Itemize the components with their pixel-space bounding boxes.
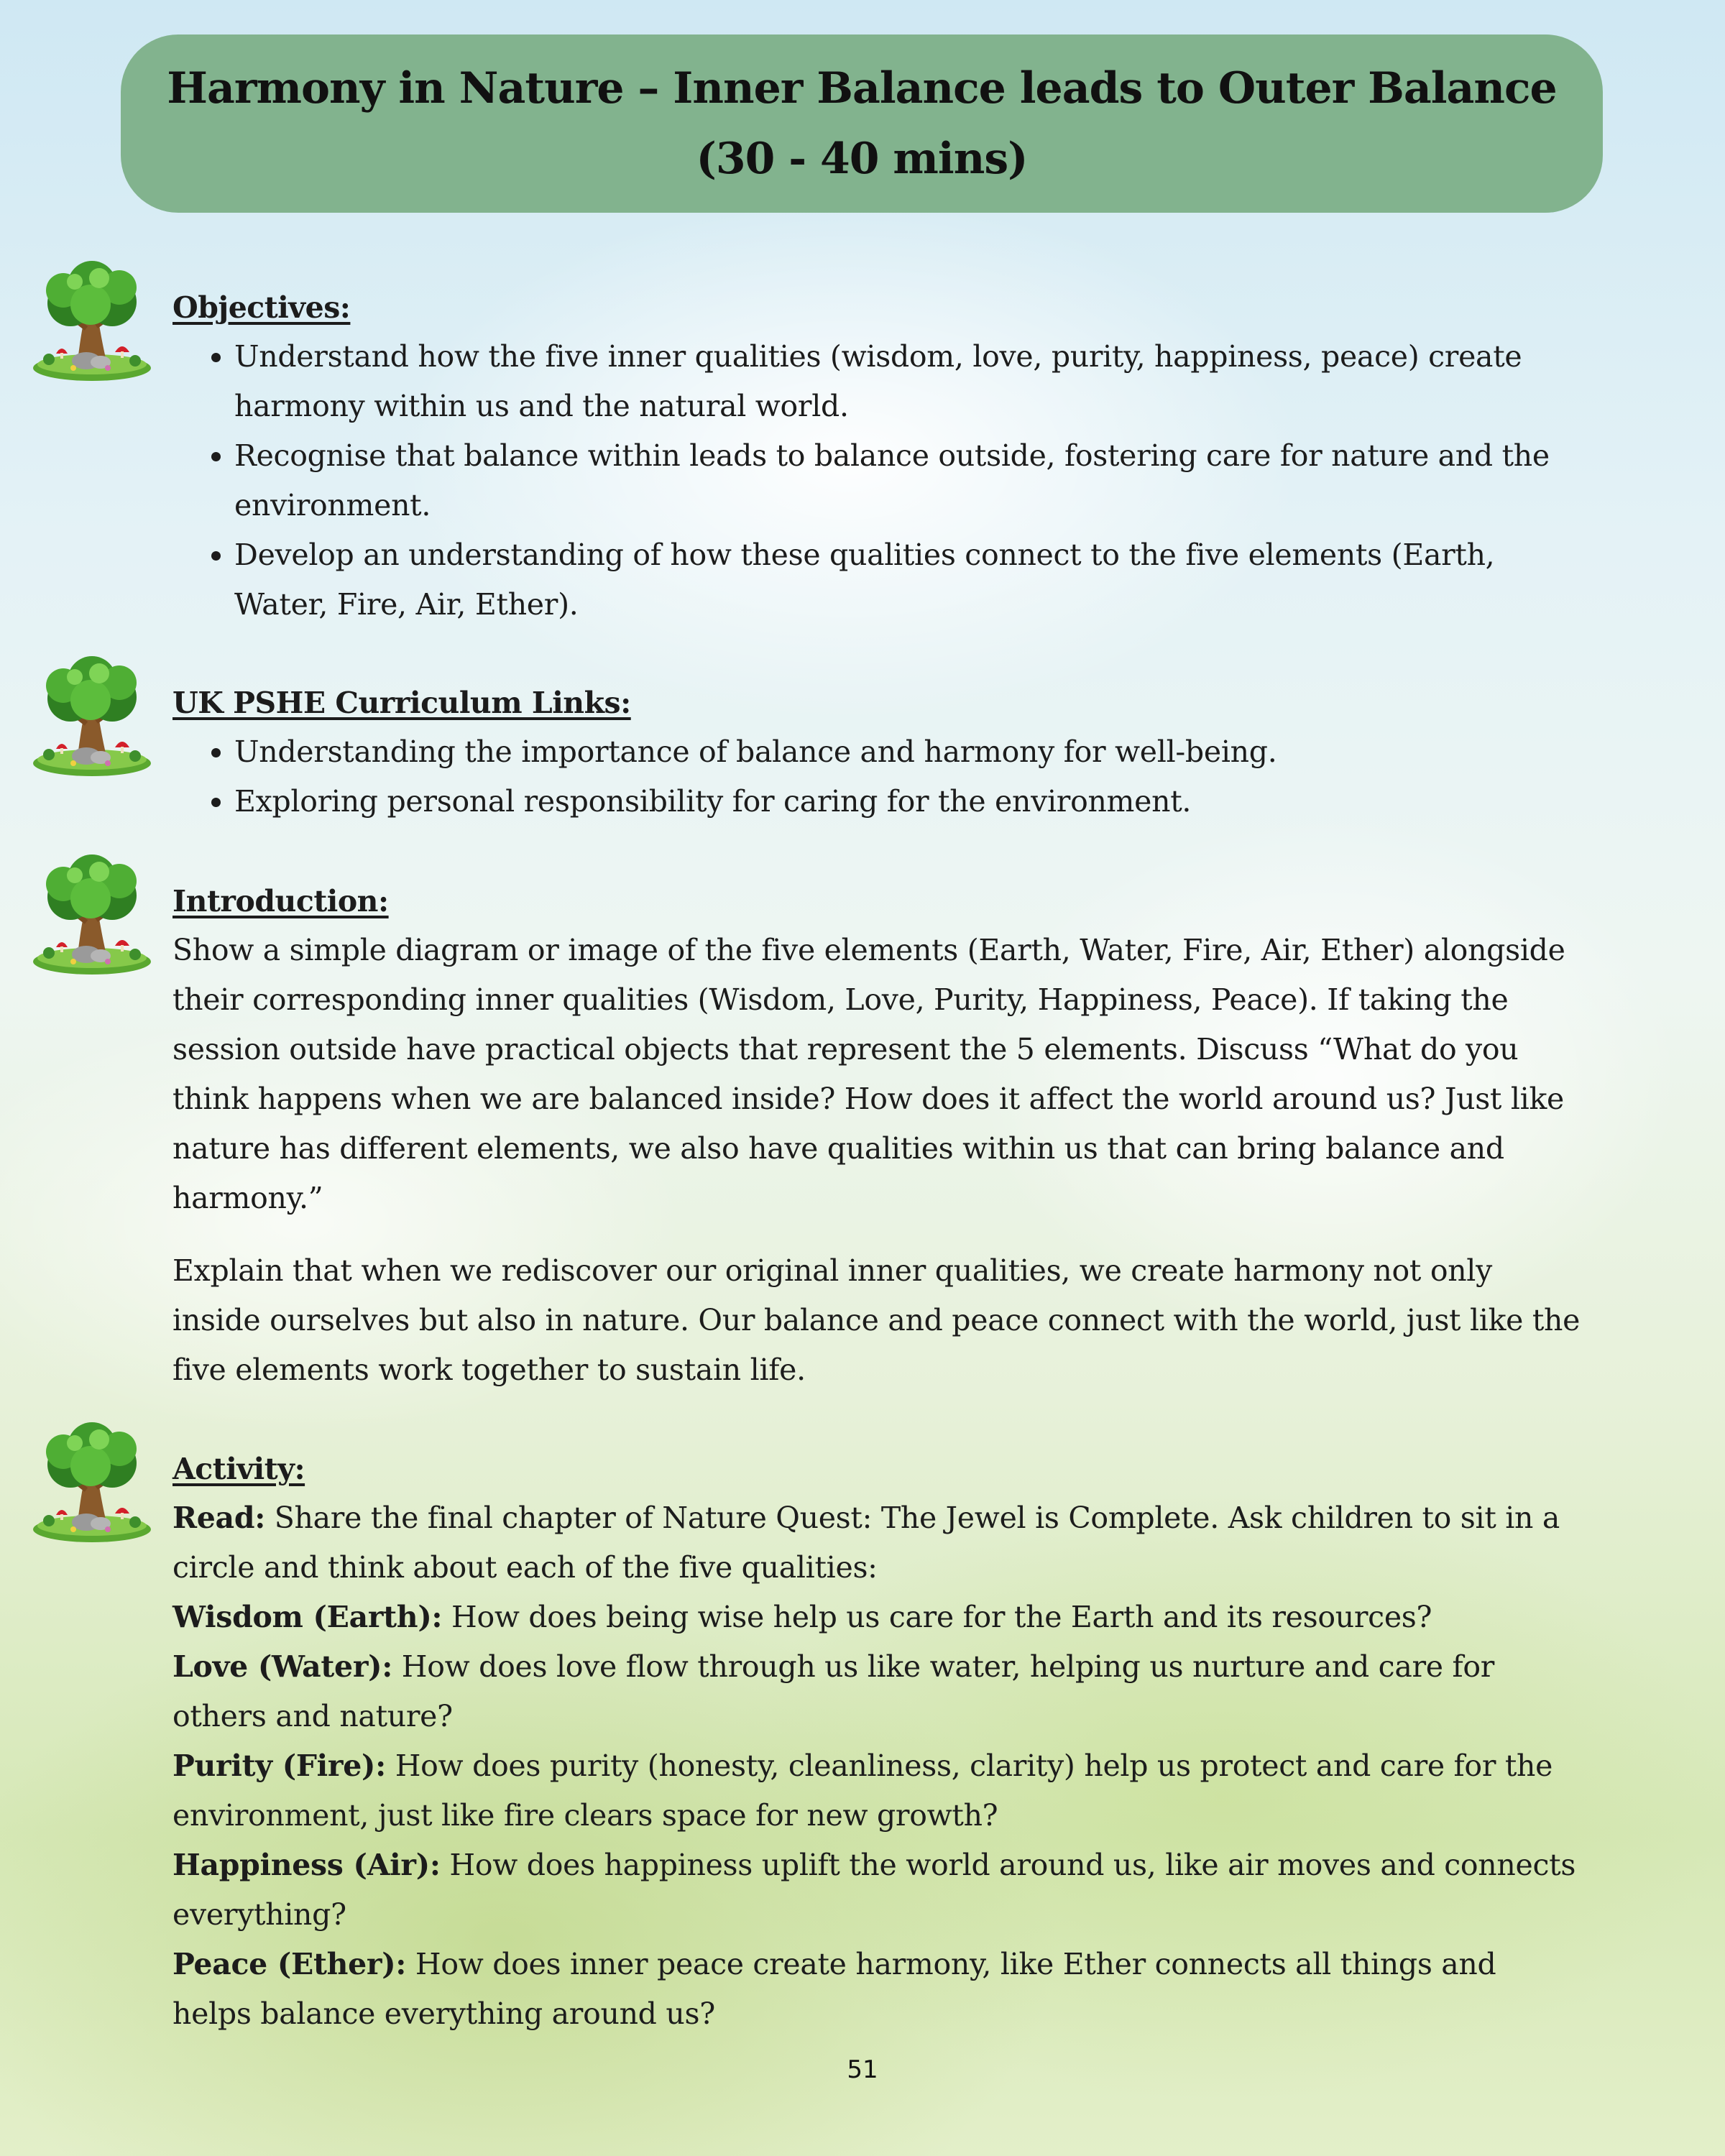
quality-text: How does happiness uplift the world around us, like air moves and connects everything? <box>172 1848 1576 1932</box>
list-item: • Understanding the importance of balance and harmony for well-being. <box>234 727 1581 777</box>
objectives-heading: Objectives: <box>172 290 351 325</box>
title-banner <box>121 34 1603 213</box>
quality-item <box>172 1841 1581 1940</box>
tree-icon <box>27 854 157 976</box>
list-item: • Develop an understanding of how these qualities connect to the five elements (Earth, Water, Fire, Air, Ether). <box>234 530 1581 630</box>
objectives-section <box>172 283 1581 630</box>
curriculum-section <box>172 678 1581 826</box>
quality-text: How does inner peace create harmony, like Ether connects all things and helps balance everything around us? <box>172 1947 1496 2031</box>
quality-text: How does love flow through us like water, helping us nurture and care for others and nature? <box>172 1649 1495 1733</box>
quality-item <box>172 1940 1581 2039</box>
list-item: • Recognise that balance within leads to balance outside, fostering care for nature and the environment. <box>234 431 1581 530</box>
page-title: Harmony in Nature – Inner Balance leads to Outer Balance <box>167 63 1557 114</box>
quality-label: Purity (Fire): <box>172 1749 386 1783</box>
tree-icon <box>27 655 157 778</box>
quality-item <box>172 1741 1581 1841</box>
objectives-list <box>172 332 1581 630</box>
page-number: 51 <box>847 2055 878 2084</box>
introduction-section <box>172 877 1581 1395</box>
session-duration: (30 - 40 mins) <box>696 134 1028 184</box>
introduction-heading: Introduction: <box>172 884 389 918</box>
read-label: Read: <box>172 1501 266 1535</box>
quality-label: Wisdom (Earth): <box>172 1600 443 1634</box>
quality-item <box>172 1642 1581 1741</box>
list-item: • Exploring personal responsibility for caring for the environment. <box>234 777 1581 826</box>
activity-section <box>172 1445 1581 2039</box>
tree-icon <box>27 260 157 382</box>
quality-label: Happiness (Air): <box>172 1848 441 1882</box>
quality-text: How does being wise help us care for the Earth and its resources? <box>442 1600 1432 1634</box>
curriculum-heading: UK PSHE Curriculum Links: <box>172 686 631 720</box>
activity-read <box>172 1493 1581 1593</box>
introduction-paragraph: Show a simple diagram or image of the five elements (Earth, Water, Fire, Air, Ether) alongside their corresponding inner qualities (Wisdom, Love, Purity, Happiness, Peace). If taking the session outside have practical objects that represent the 5 elements. Discuss “What do you think happens when we are balanced inside? How does it affect the world around us? Just like nature has different elements, we also have qualities within us that can bring balance and harmony.” <box>172 933 1565 1215</box>
quality-label: Peace (Ether): <box>172 1947 407 1981</box>
list-item: • Understand how the five inner qualities (wisdom, love, purity, happiness, peace) create harmony within us and the natural world. <box>234 332 1581 431</box>
curriculum-list <box>172 727 1581 826</box>
read-text: Share the final chapter of Nature Quest: The Jewel is Complete. Ask children to sit in a circle and think about each of the five qualities: <box>172 1501 1560 1585</box>
tree-icon <box>27 1422 157 1544</box>
quality-text: How does purity (honesty, cleanliness, clarity) help us protect and care for the environment, just like fire clears space for new growth? <box>172 1749 1553 1833</box>
introduction-paragraph: Explain that when we rediscover our original inner qualities, we create harmony not only inside ourselves but also in nature. Our balance and peace connect with the world, just like the five elements work together to sustain life. <box>172 1253 1581 1387</box>
activity-heading: Activity: <box>172 1452 305 1486</box>
quality-label: Love (Water): <box>172 1649 393 1684</box>
quality-item <box>172 1593 1581 1642</box>
